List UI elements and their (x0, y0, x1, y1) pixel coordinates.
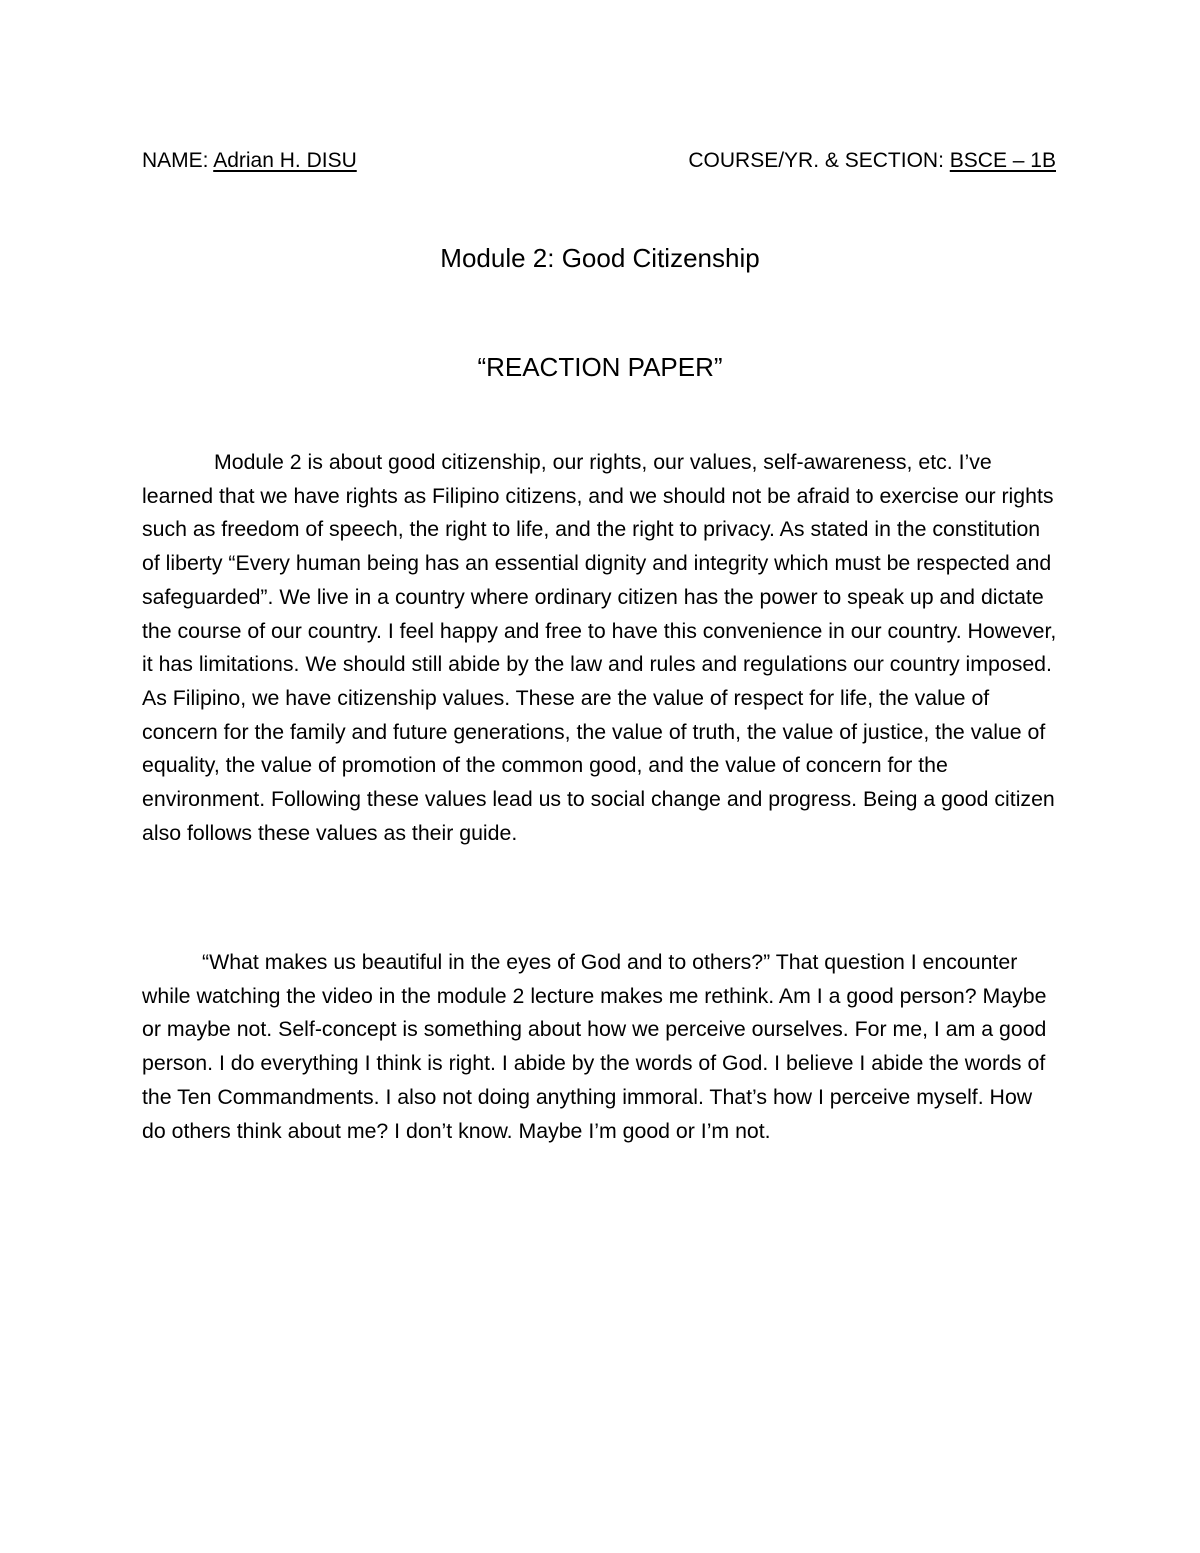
name-field (142, 144, 357, 178)
name-label: NAME: (142, 149, 209, 172)
paper-title: “REACTION PAPER” (477, 352, 723, 382)
name-value: Adrian H. DISU (213, 149, 357, 172)
module-title: Module 2: Good Citizenship (440, 243, 760, 273)
course-value: BSCE – 1B (949, 149, 1056, 172)
course-section-field (688, 144, 1056, 178)
course-label: COURSE/YR. & SECTION: (688, 149, 944, 172)
body-paragraph-2: “What makes us beautiful in the eyes of God and to others?” That question I encounter while watching the video in the module 2 lecture makes me rethink. Am I a good person? Maybe or maybe not. Self-concept is something about how we perceive ourselves. For me, I am a good person. I do everything I think is right. I abide by the words of God. I believe I abide the words of the Ten Commandments. I also not doing anything immoral. That’s how I perceive myself. How do others think about me? I don’t know. Maybe I’m good or I’m not. (142, 950, 1047, 1143)
body-paragraph-1: Module 2 is about good citizenship, our rights, our values, self-awareness, etc. I’ve learned that we have rights as Filipino citizens, and we should not be afraid to exercise our rights such as freedom of speech, the right to life, and the right to privacy. As stated in the constitution of liberty “Every human being has an essential dignity and integrity which must be respected and safeguarded”. We live in a country where ordinary citizen has the power to speak up and dictate the course of our country. I feel happy and free to have this convenience in our country. However, it has limitations. We should still abide by the law and rules and regulations our country imposed. As Filipino, we have citizenship values. These are the value of respect for life, the value of concern for the family and future generations, the value of truth, the value of justice, the value of equality, the value of promotion of the common good, and the value of concern for the environment. Following these values lead us to social change and progress. Being a good citizen also follows these values as their guide. (142, 450, 1057, 845)
header-row (142, 144, 1056, 178)
